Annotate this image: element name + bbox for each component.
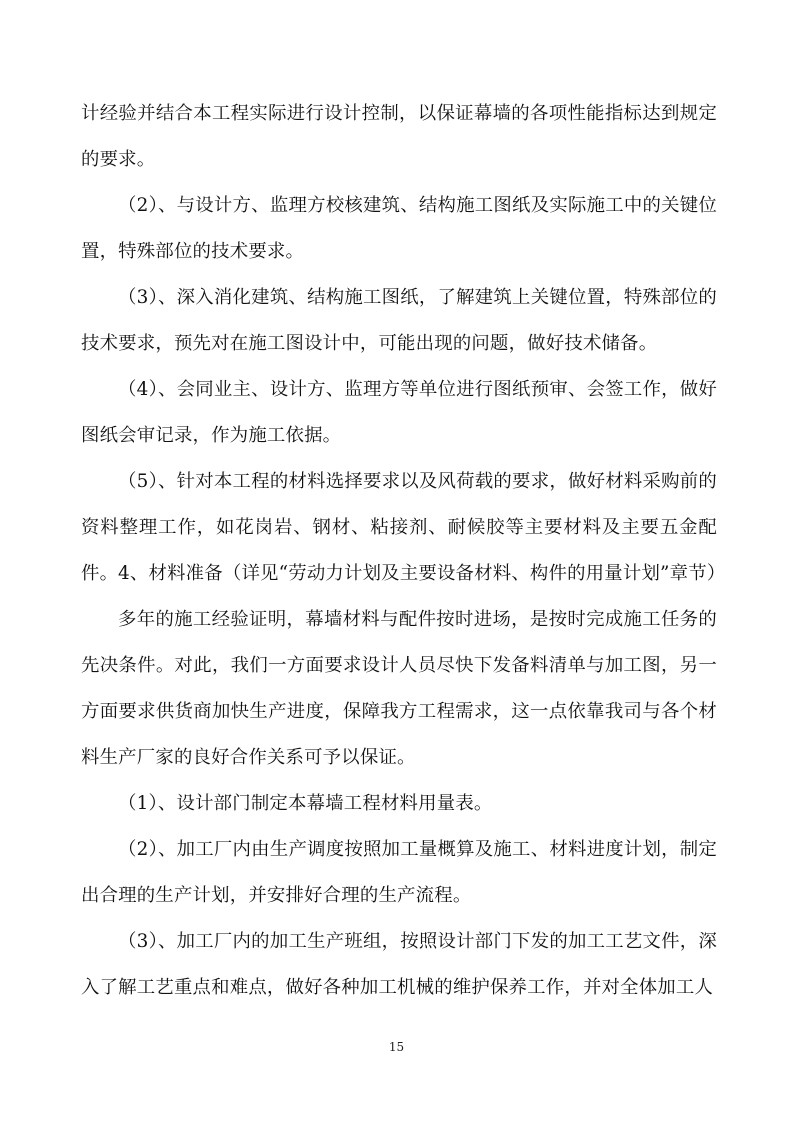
section-heading-materials: 4、材料准备（详见“劳动力计划及主要设备材料、构件的用量计划”章节）: [118, 563, 726, 584]
paragraph-material-item-1: （1）、设计部门制定本幕墙工程材料用量表。: [118, 793, 493, 814]
paragraph-item-2: （2）、与设计方、监理方校核建筑、结构施工图纸及实际施工中的关键位置，特殊部位的技术要求。: [81, 195, 717, 262]
paragraph-materials-intro: 多年的施工经验证明，幕墙材料与配件按时进场，是按时完成施工任务的先决条件。对此，我们一方面要求设计人员尽快下发备料清单与加工图，另一方面要求供货商加快生产进度，保障我方工程需求，这一点依靠我司与各个材料生产厂家的良好合作关系可予以保证。: [81, 609, 717, 768]
paragraph-item-5: （5）、针对本工程的材料选择要求以及风荷载的要求，做好材料采购前的资料整理工作，如花岗岩、钢材、粘接剂、耐候胶等主要材料及主要五金配件。: [81, 471, 717, 584]
paragraph-continuation: 计经验并结合本工程实际进行设计控制，以保证幕墙的各项性能指标达到规定的要求。: [81, 103, 717, 170]
paragraph-material-item-3: （3）、加工厂内的加工生产班组，按照设计部门下发的加工工艺文件，深入了解工艺重点和难点，做好各种加工机械的维护保养工作，并对全体加工人: [81, 931, 717, 998]
paragraph-material-item-2: （2）、加工厂内由生产调度按照加工量概算及施工、材料进度计划，制定出合理的生产计划，并安排好合理的生产流程。: [81, 839, 717, 906]
page-number: 15: [388, 1040, 405, 1054]
paragraph-item-4: （4）、会同业主、设计方、监理方等单位进行图纸预审、会签工作，做好图纸会审记录，作为施工依据。: [81, 379, 717, 446]
paragraph-item-3: （3）、深入消化建筑、结构施工图纸，了解建筑上关键位置，特殊部位的技术要求，预先对在施工图设计中，可能出现的问题，做好技术储备。: [81, 287, 717, 354]
